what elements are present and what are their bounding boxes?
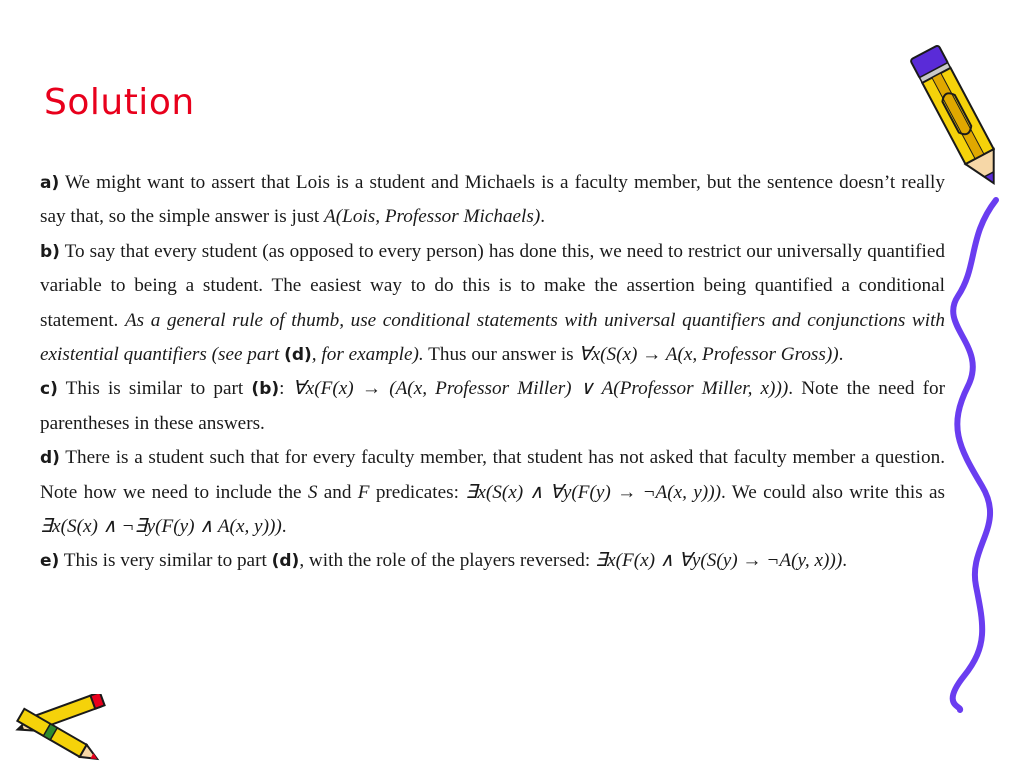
part-e-formula: ∃x(F(x) ∧ ∀y(S(y) → ¬A(y, x)))	[595, 550, 843, 572]
part-b-text-2: Thus our answer is	[423, 344, 579, 366]
part-b-ref: (d)	[284, 345, 312, 366]
part-d-text-4: . We could also write this as	[720, 481, 945, 503]
part-d-text-2: and	[317, 481, 358, 503]
part-b-text-3: .	[838, 344, 844, 366]
part-e-label: e)	[40, 551, 60, 572]
part-b	[40, 235, 945, 373]
part-e	[40, 544, 945, 578]
part-a-text-2: .	[540, 206, 546, 228]
part-b-italic-1: As a general rule of thumb, use conditional statements with universal quantifiers and conjunctions with existential quantifiers (see part	[40, 309, 945, 366]
solution-body	[40, 166, 945, 579]
part-c-ref: (b)	[251, 379, 280, 400]
part-a-formula: A(Lois, Professor Michaels)	[324, 206, 541, 228]
part-d-formula-2: ∃x(S(x) ∧ ¬∃y(F(y) ∧ A(x, y)))	[40, 516, 282, 538]
squiggle-line	[948, 196, 1008, 716]
part-a-label: a)	[40, 173, 60, 193]
pencils-icon	[0, 694, 120, 764]
part-c-text-1: This is similar to part	[65, 378, 252, 400]
part-d-text-3: predicates:	[369, 481, 466, 503]
part-d-var-f: F	[357, 481, 370, 503]
part-c-text-3: . Note the need for parentheses in these answers.	[40, 378, 945, 434]
part-b-label: b)	[40, 241, 60, 262]
part-e-text-2: , with the role of the players reversed:	[299, 550, 596, 572]
slide-title: Solution	[44, 82, 195, 123]
part-d-text-1: There is a student such that for every faculty member, that student has not asked that faculty member a question. Note how we need to include the	[40, 447, 946, 503]
part-a	[40, 166, 945, 235]
pencil-icon	[908, 36, 1008, 198]
part-e-ref: (d)	[271, 551, 300, 572]
part-c	[40, 372, 945, 441]
part-d-formula-1: ∃x(S(x) ∧ ∀y(F(y) → ¬A(x, y)))	[465, 481, 721, 503]
part-b-formula: ∀x(S(x) → A(x, Professor Gross))	[578, 344, 839, 366]
part-b-text-1: To say that every student (as opposed to every person) has done this, we need to restrict our universally quantified variable to being a student. The easiest way to do this is to make the assertion being quantified a conditional statement.	[40, 240, 945, 331]
part-c-formula: ∀x(F(x) → (A(x, Professor Miller) ∨ A(Professor Miller, x)))	[292, 378, 789, 400]
part-e-text-1: This is very similar to part	[63, 550, 272, 572]
part-a-text-1: We might want to assert that Lois is a student and Michaels is a faculty member, but the sentence doesn’t really say that, so the simple answer is just	[40, 172, 945, 228]
part-b-italic-2: , for example).	[311, 344, 424, 366]
part-e-text-3: .	[842, 550, 848, 572]
part-d-text-5: .	[281, 516, 287, 538]
part-d-label: d)	[40, 448, 60, 469]
part-d	[40, 441, 945, 544]
part-c-label: c)	[40, 379, 58, 400]
part-d-var-s: S	[307, 481, 318, 503]
part-c-text-2: :	[279, 378, 293, 400]
